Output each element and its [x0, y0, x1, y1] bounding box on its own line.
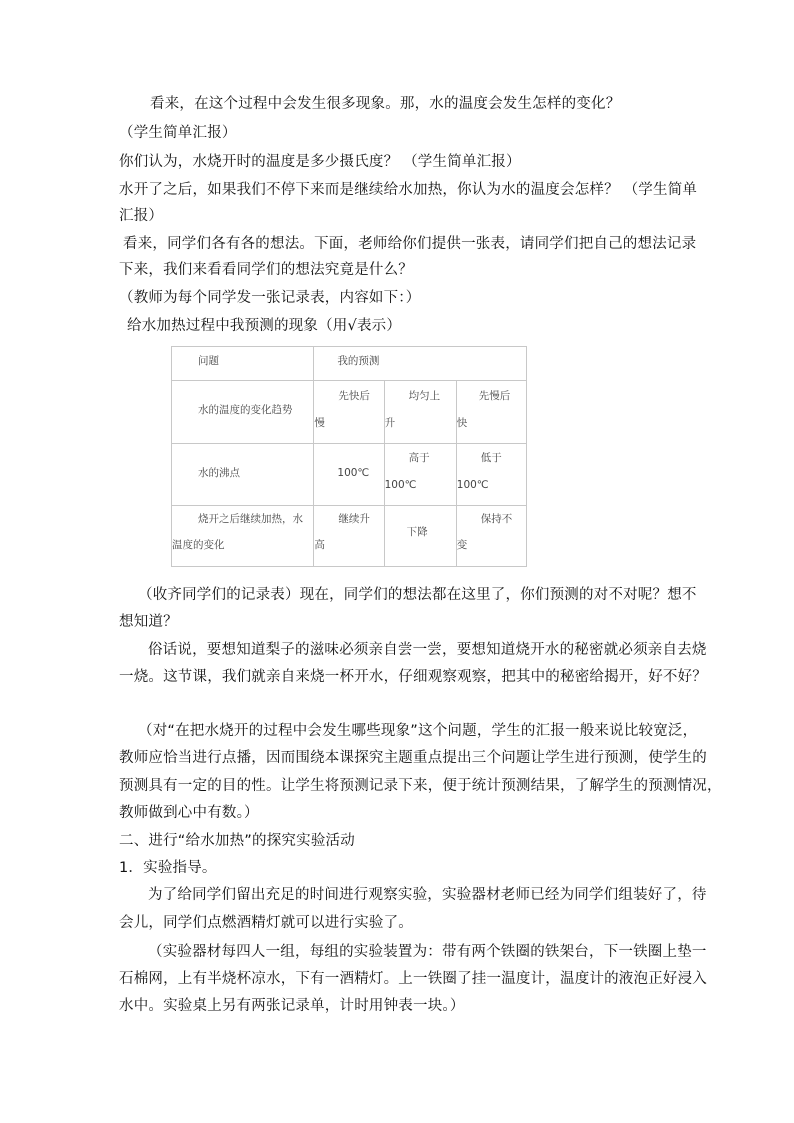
paragraph-proverb-2: 一烧。这节课，我们就亲自来烧一杯开水，仔细观察观察，把其中的秘密给揭开，好不好？ [119, 669, 707, 685]
question-label: 水的温度的变化趋势 [198, 404, 293, 417]
paragraph-teaching-note-1: （对“在把水烧开的过程中会发生哪些现象”这个问题，学生的汇报一般来说比较宽泛， [138, 723, 698, 739]
table-header-cell [172, 347, 314, 381]
option-cell[interactable] [456, 506, 526, 567]
paragraph-teaching-note-2: 教师应恰当进行点播，因而围绕本课探究主题重点提出三个问题让学生进行预测，使学生的 [119, 750, 707, 766]
table-cell [172, 381, 314, 444]
table-caption: 给水加热过程中我预测的现象（用√表示） [127, 318, 402, 334]
paragraph-proverb-1: 俗话说，要想知道梨子的滋味必须亲自尝一尝，要想知道烧开水的秘密就必须亲自去烧 [148, 642, 707, 658]
prediction-table [171, 346, 527, 567]
table-row [172, 443, 527, 506]
option-label: 变 [456, 539, 468, 552]
header-prediction-label: 我的预测 [337, 355, 380, 367]
question-label: 水的沸点 [198, 466, 240, 479]
section-heading: 二、进行“给水加热”的探究实验活动 [119, 833, 355, 849]
option-cell[interactable] [384, 506, 456, 567]
option-label: 慢 [314, 417, 325, 430]
option-label: 高于 [408, 451, 430, 464]
table-row [172, 381, 527, 444]
table-cell [172, 506, 314, 567]
header-question-label: 问题 [198, 355, 219, 367]
table-header-row [172, 347, 527, 381]
option-cell[interactable] [384, 381, 456, 444]
paragraph-boiling-temperature: 你们认为，水烧开时的温度是多少摄氏度？ （学生简单汇报） [119, 154, 521, 170]
paragraph-equipment-1: （实验器材每四人一组，每组的实验装置为：带有两个铁圈的铁架台，下一铁圈上垫一 [148, 944, 707, 960]
option-label: 升 [384, 417, 396, 430]
paragraph-collect-records-2: 想知道？ [119, 614, 178, 630]
option-label: 继续升 [338, 513, 370, 526]
paragraph-experiment-guide-2: 会儿，同学们点燃酒精灯就可以进行实验了。 [119, 915, 413, 931]
table-row [172, 506, 527, 567]
paragraph-record-ideas-1: 看来，同学们各有各的想法。下面，老师给你们提供一张表，请同学们把自己的想法记录 [123, 236, 697, 252]
option-label: 下降 [406, 526, 428, 539]
paragraph-equipment-3: 水中。实验桌上另有两张记录单，计时用钟表一块。） [119, 998, 465, 1014]
question-label: 烧开之后继续加热，水 [198, 513, 303, 526]
option-cell[interactable] [456, 443, 526, 506]
option-label: 高 [314, 539, 325, 552]
table-cell [172, 443, 314, 506]
paragraph-handout-note: （教师为每个同学发一张记录表，内容如下：） [119, 290, 421, 306]
option-label: 低于 [480, 451, 502, 464]
subsection-heading: 1．实验指导。 [119, 860, 217, 876]
option-cell[interactable] [314, 381, 384, 444]
paragraph-temperature-question: 看来，在这个过程中会发生很多现象。那，水的温度会发生怎样的变化？ [150, 96, 621, 112]
option-cell[interactable] [456, 381, 526, 444]
option-label: 100℃ [337, 466, 370, 479]
option-label: 先快后 [338, 390, 370, 403]
paragraph-teaching-note-4: 教师做到心中有数。） [119, 805, 259, 821]
paragraph-equipment-2: 石棉网，上有半烧杯凉水，下有一酒精灯。上一铁圈了挂一温度计，温度计的液泡正好浸入 [119, 971, 707, 987]
paragraph-teaching-note-3: 预测具有一定的目的性。让学生将预测记录下来，便于统计预测结果，了解学生的预测情况， [119, 778, 722, 794]
option-label: 均匀上 [408, 390, 441, 403]
paragraph-experiment-guide-1: 为了给同学们留出充足的时间进行观察实验，实验器材老师已经为同学们组装好了，待 [148, 887, 707, 903]
paragraph-record-ideas-2: 下来，我们来看看同学们的想法究竟是什么？ [119, 262, 413, 278]
paragraph-continue-heating-1: 水开了之后，如果我们不停下来而是继续给水加热，你认为水的温度会怎样？ （学生简单 [119, 182, 698, 198]
option-label: 先慢后 [478, 390, 511, 403]
option-label: 100℃ [456, 478, 489, 491]
table-header-cell [314, 347, 527, 381]
option-cell[interactable] [384, 443, 456, 506]
question-label: 温度的变化 [172, 539, 225, 552]
paragraph-collect-records-1: （收齐同学们的记录表）现在，同学们的想法都在这里了，你们预测的对不对呢？想不 [138, 587, 697, 603]
option-cell[interactable] [314, 443, 384, 506]
option-cell[interactable] [314, 506, 384, 567]
option-label: 保持不 [480, 513, 513, 526]
option-label: 快 [456, 417, 468, 430]
paragraph-student-report: （学生简单汇报） [119, 125, 237, 141]
paragraph-continue-heating-2: 汇报） [119, 208, 164, 224]
option-label: 100℃ [384, 478, 417, 491]
